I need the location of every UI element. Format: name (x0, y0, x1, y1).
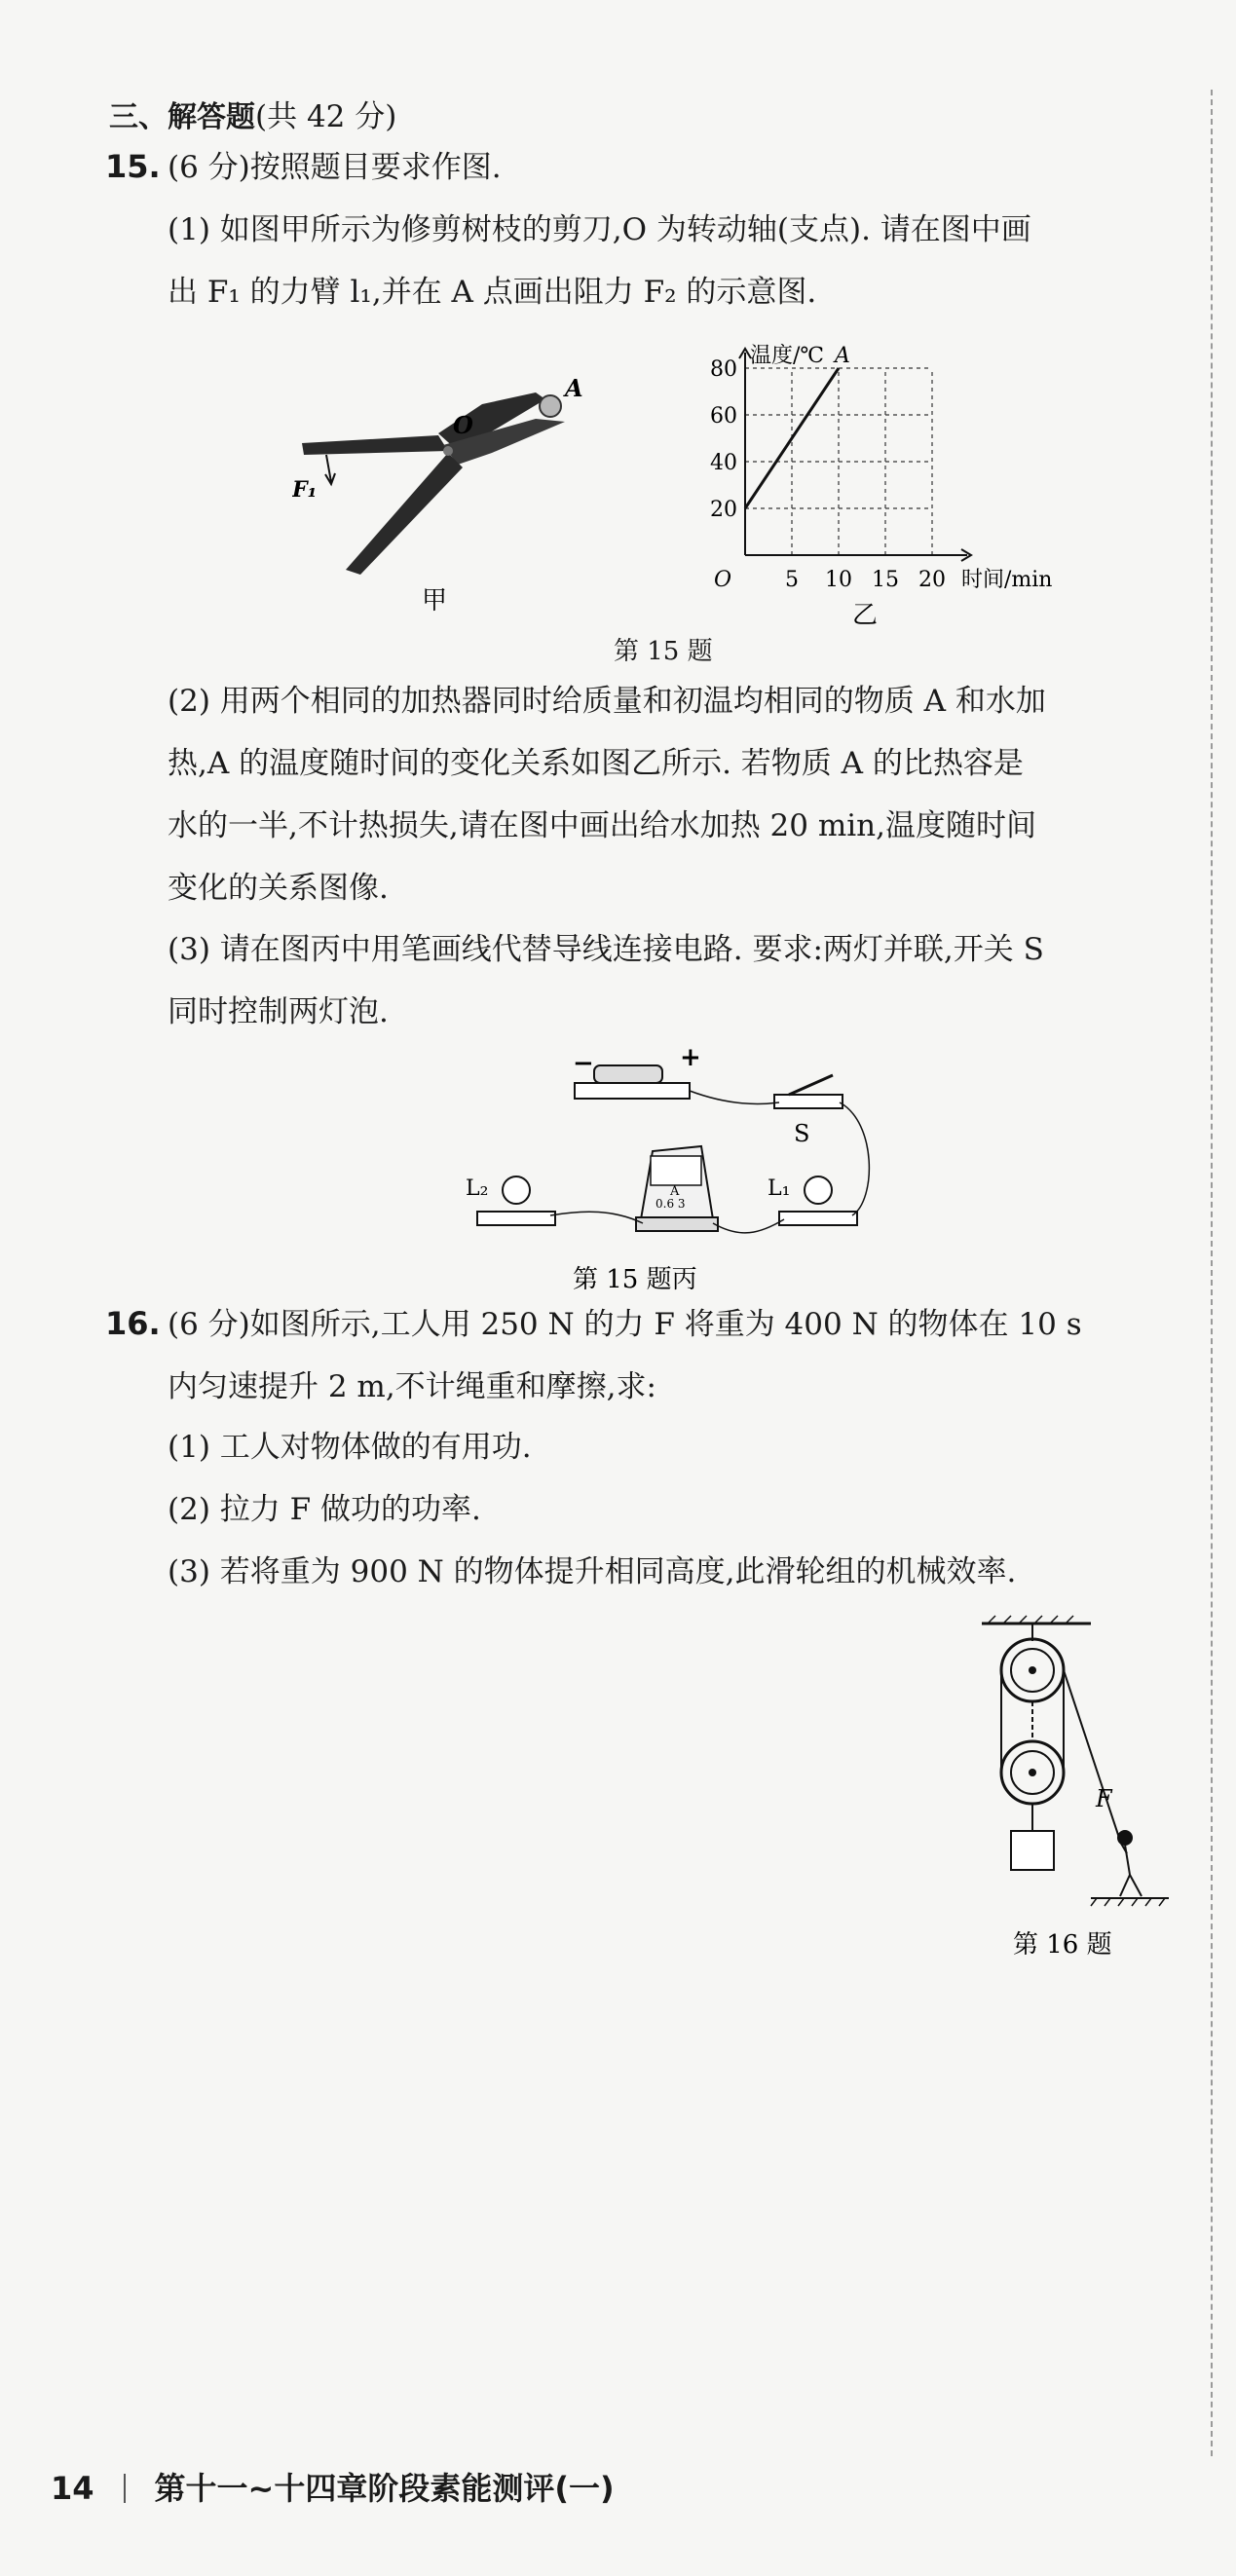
wire-switch-l1 (840, 1102, 869, 1215)
wire-battery-switch (690, 1091, 779, 1104)
force-f-label: F (1096, 1785, 1112, 1812)
q16-line2: 内匀速提升 2 m,不计绳重和摩擦,求: (168, 1369, 656, 1404)
q15-part3-line1: (3) 请在图丙中用笔画线代替导线连接电路. 要求:两灯并联,开关 S (168, 932, 1044, 967)
q15-part2-line1: (2) 用两个相同的加热器同时给质量和初温均相同的物质 A 和水加 (168, 684, 1046, 719)
section-title (109, 93, 396, 136)
switch-s (774, 1075, 843, 1147)
q16-sub1: (1) 工人对物体做的有用功. (168, 1430, 532, 1465)
caption-bing: 第 15 题丙 (573, 1265, 697, 1294)
shears-handle-upper (302, 435, 448, 455)
q15-part2-line4: 变化的关系图像. (168, 871, 389, 906)
q15-part2-line3: 水的一半,不计热损失,请在图中画出给水加热 20 min,温度随时间 (168, 808, 1036, 843)
caption-q16: 第 16 题 (1013, 1930, 1112, 1960)
lower-pulley-axle (1029, 1769, 1036, 1776)
q16-sub2: (2) 拉力 F 做功的功率. (168, 1492, 481, 1527)
section-title-text: 三、解答题 (109, 100, 255, 134)
wire-ammeter-l1 (713, 1219, 784, 1233)
rope-pull (1064, 1670, 1120, 1841)
chart-grid (745, 368, 932, 555)
x-tick-label: 5 (785, 568, 799, 592)
chart-axes (739, 349, 971, 561)
origin-label: O (714, 568, 732, 592)
q16-sub3: (3) 若将重为 900 N 的物体提升相同高度,此滑轮组的机械效率. (168, 1554, 1017, 1589)
y-tick-label: 60 (710, 404, 737, 429)
lamp-l1-label: L₁ (768, 1176, 791, 1201)
q15-part1-line2: 出 F₁ 的力臂 l₁,并在 A 点画出阻力 F₂ 的示意图. (168, 275, 817, 310)
upper-pulley-axle (1029, 1666, 1036, 1674)
ammeter-scale: 0.6 3 (655, 1197, 686, 1211)
page-number: 14 (51, 2470, 94, 2507)
footer-separator (124, 2474, 126, 2503)
lamp-l2-label: L₂ (466, 1176, 489, 1201)
wire-l2-ammeter (550, 1212, 643, 1223)
margin-rule (1211, 90, 1213, 2456)
lamp-l1 (768, 1176, 857, 1225)
q15-number: 15. (105, 148, 161, 185)
q16-number: 16. (105, 1305, 161, 1342)
section-score: (共 42 分) (255, 99, 397, 134)
battery-minus-label: − (573, 1049, 594, 1078)
y-tick-label: 40 (710, 451, 737, 475)
label-a: A (565, 375, 583, 402)
lamp-l1-base (779, 1212, 857, 1225)
ammeter-symbol: A (670, 1184, 680, 1199)
load-block (1011, 1831, 1054, 1870)
figure-pulley (974, 1612, 1188, 1962)
q15-part2-line2: 热,A 的温度随时间的变化关系如图乙所示. 若物质 A 的比热容是 (168, 746, 1024, 781)
lamp-l1-bulb (805, 1176, 832, 1204)
switch-lever (789, 1075, 833, 1095)
battery-base (575, 1083, 690, 1099)
y-tick-label: 20 (710, 498, 737, 522)
label-o: O (453, 411, 473, 439)
figure-circuit (458, 1044, 886, 1297)
q16-line1: (6 分)如图所示,工人用 250 N 的力 F 将重为 400 N 的物体在 10 s (168, 1307, 1082, 1342)
q15-intro: (6 分)按照题目要求作图. (168, 150, 502, 185)
ground-hatch (1091, 1898, 1165, 1906)
pivot-screw (443, 446, 453, 456)
shears-handle-lower (346, 453, 463, 575)
page-footer (51, 2464, 615, 2509)
y-tick-label: 80 (710, 357, 737, 382)
x-axis-label: 时间/min (961, 568, 1053, 592)
q15-part1-line1: (1) 如图甲所示为修剪树枝的剪刀,O 为转动轴(支点). 请在图中画 (168, 212, 1031, 247)
q15-part3-line2: 同时控制两灯泡. (168, 994, 389, 1029)
ammeter (636, 1146, 718, 1231)
lamp-l2-base (477, 1212, 555, 1225)
lamp-l2-bulb (503, 1176, 530, 1204)
caption-jia: 甲 (422, 586, 448, 616)
worker-figure (1118, 1831, 1142, 1896)
x-tick-label: 20 (918, 568, 946, 592)
point-a-circle (540, 395, 561, 417)
battery (573, 1044, 701, 1099)
x-tick-label: 10 (825, 568, 852, 592)
switch-label: S (794, 1120, 810, 1147)
ammeter-dial (651, 1156, 701, 1185)
label-f1: F₁ (292, 477, 318, 503)
battery-plus-label: + (680, 1044, 701, 1072)
series-label-a: A (835, 344, 850, 368)
caption-yi: 乙 (852, 601, 879, 630)
battery-cell (594, 1065, 662, 1083)
switch-base (774, 1095, 843, 1108)
figure-shears (292, 375, 584, 638)
y-axis-label: 温度/℃ (750, 344, 825, 368)
ammeter-base (636, 1217, 718, 1231)
x-tick-label: 15 (872, 568, 899, 592)
figure-temperature-chart (706, 331, 1067, 643)
footer-title: 第十一~十四章阶段素能测评(一) (154, 2470, 615, 2507)
lamp-l2 (466, 1176, 555, 1225)
q15-figure-caption: 第 15 题 (614, 637, 713, 666)
